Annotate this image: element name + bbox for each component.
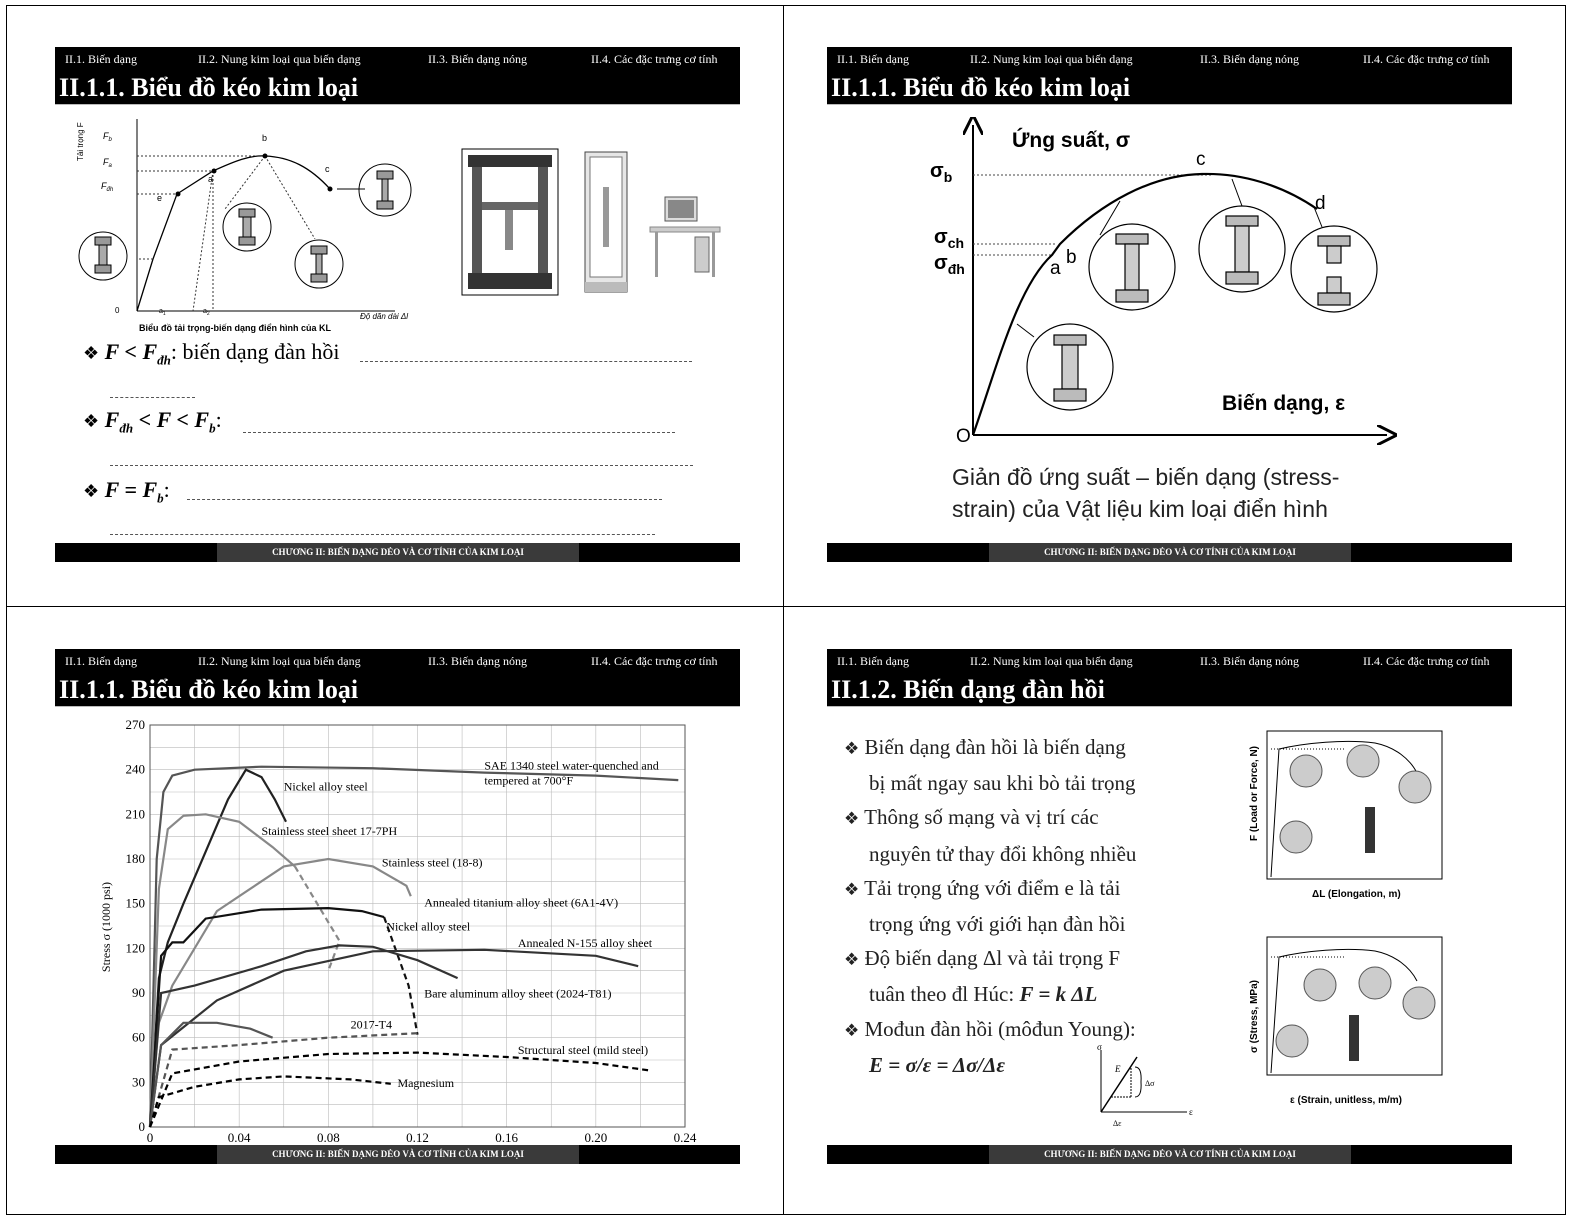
modulus-mini-diagram xyxy=(1089,1042,1199,1127)
nav-item-2[interactable]: II.2. Nung kim loại qua biến dạng xyxy=(970,51,1133,66)
fa-label: $F_a$ xyxy=(103,157,112,169)
bullet-2: ❖ Thông số mạng và vị trí các xyxy=(844,805,1099,830)
slide-nav xyxy=(55,649,740,673)
nav-item-4[interactable]: II.4. Các đặc trưng cơ tính xyxy=(1363,653,1490,668)
bullet-2: ❖ $F_{đh} < F < F_b$: xyxy=(83,407,222,436)
nav-item-4[interactable]: II.4. Các đặc trưng cơ tính xyxy=(591,51,718,66)
series-line xyxy=(150,1076,391,1127)
bullet-4: ❖ Độ biến dạng Δl và tải trọng F xyxy=(844,946,1121,971)
blank-line xyxy=(110,465,693,466)
bullet-4-cont: tuân theo đl Húc: F = k ΔL xyxy=(869,982,1098,1007)
svg-text:ε (Strain, unitless, m/m): ε (Strain, unitless, m/m) xyxy=(1290,1095,1402,1106)
point-b-label: b xyxy=(1066,247,1077,268)
series-label: Magnesium xyxy=(397,1075,455,1090)
y-tick-label: 180 xyxy=(125,851,145,866)
bullet-2-cont: nguyên tử thay đổi không nhiều xyxy=(869,841,1137,866)
blank-line xyxy=(110,397,195,398)
bullet-5-cont: E = σ/ε = Δσ/Δε xyxy=(869,1052,1006,1077)
point-e-label: e xyxy=(157,193,163,203)
slide-1 xyxy=(55,47,740,567)
bullet-3: ❖ $F = F_b$: xyxy=(83,477,170,506)
slide-nav xyxy=(55,47,740,71)
slide-footer: CHƯƠNG II: BIẾN DẠNG DẺO VÀ CƠ TÍNH CỦA KIM LOẠI xyxy=(55,1145,740,1164)
x-tick-label: 0.20 xyxy=(584,1130,608,1145)
series-label: Bare aluminum alloy sheet (2024-T81) xyxy=(424,986,612,1001)
tensile-machine-images xyxy=(460,147,730,297)
series-label: Stainless steel sheet 17-7PH xyxy=(261,824,398,839)
sigma-b-label: $\sigma_b$ xyxy=(930,160,953,185)
nav-item-2[interactable]: II.2. Nung kim loại qua biến dạng xyxy=(198,51,361,66)
slide-3 xyxy=(55,649,740,1169)
slide-title: II.1.1. Biểu đồ kéo kim loại xyxy=(827,71,1512,105)
nav-item-2[interactable]: II.2. Nung kim loại qua biến dạng xyxy=(198,653,361,668)
nav-item-2[interactable]: II.2. Nung kim loại qua biến dạng xyxy=(970,653,1133,668)
y-tick-label: 240 xyxy=(125,761,145,777)
series-line xyxy=(150,945,458,1127)
x-tick-label: 0 xyxy=(146,1130,154,1145)
y-tick-label: 120 xyxy=(125,940,145,956)
point-d-label: d xyxy=(1315,193,1326,214)
y-tick-label: 30 xyxy=(132,1074,145,1090)
origin-label: O xyxy=(956,426,971,447)
force-elongation-graph xyxy=(1245,729,1450,904)
slide-footer: CHƯƠNG II: BIẾN DẠNG DẺO VÀ CƠ TÍNH CỦA KIM LOẠI xyxy=(55,543,740,562)
svg-text:a1: $a_1$ xyxy=(159,308,166,317)
slide-4 xyxy=(827,649,1512,1169)
nav-item-3[interactable]: II.3. Biến dạng nóng xyxy=(428,653,527,668)
x-tick-label: 0.12 xyxy=(406,1130,429,1145)
sigma-dh-label: $\sigma_{đh}$ xyxy=(934,252,965,277)
nav-item-3[interactable]: II.3. Biến dạng nóng xyxy=(1200,653,1299,668)
origin-label: 0 xyxy=(115,306,120,315)
bullet-3-cont: trọng ứng với giới hạn đàn hồi xyxy=(869,912,1126,937)
y-tick-label: 0 xyxy=(138,1119,145,1134)
series-label: tempered at 700°F xyxy=(484,773,574,788)
y-tick-label: 210 xyxy=(125,806,145,822)
bullet-3: ❖ Tải trọng ứng với điểm e là tải xyxy=(844,875,1121,900)
point-b-label: b xyxy=(262,133,268,143)
svg-text:a2: $a_2$ xyxy=(203,308,210,317)
series-label: Stainless steel (18-8) xyxy=(381,855,483,870)
svg-text:F (Load or Force, N): F (Load or Force, N) xyxy=(1249,746,1260,841)
series-line xyxy=(150,1023,273,1127)
blank-line xyxy=(110,534,655,535)
series-label: 2017-T4 xyxy=(350,1017,392,1032)
slide-2 xyxy=(827,47,1512,567)
x-tick-label: 0.08 xyxy=(316,1130,340,1145)
series-label: Structural steel (mild steel) xyxy=(517,1043,649,1058)
x-tick-label: 0.04 xyxy=(227,1130,251,1145)
diagram-caption: Biểu đồ tải trọng-biến dạng điển hình của KL xyxy=(139,323,331,333)
svg-text:ε: ε xyxy=(1189,1107,1193,1117)
horizontal-divider xyxy=(6,606,1566,607)
series-label: Annealed N-155 alloy sheet xyxy=(517,935,653,950)
svg-text:E: E xyxy=(1115,1064,1121,1074)
diagram-caption: Giản đồ ứng suất – biến dạng (stress- strain) của Vật liệu kim loại điển hình xyxy=(952,464,1340,522)
blank-line xyxy=(187,499,662,500)
slide-title: II.1.1. Biểu đồ kéo kim loại xyxy=(55,673,740,707)
nav-item-1[interactable]: II.1. Biến dạng xyxy=(65,51,137,66)
fb-label: $F_b$ xyxy=(103,131,112,143)
stress-strain-small-graph xyxy=(1245,935,1450,1110)
y-tick-label: 150 xyxy=(125,895,145,911)
slide-nav xyxy=(827,47,1512,71)
series-line xyxy=(150,908,384,1127)
point-a-label: a xyxy=(1050,258,1061,279)
load-elongation-diagram xyxy=(75,109,435,339)
slide-title: II.1.2. Biến dạng đàn hồi xyxy=(827,673,1512,707)
fdh-label: $F_{đh}$ xyxy=(101,181,114,193)
series-line xyxy=(295,866,340,970)
slide-title: II.1.1. Biểu đồ kéo kim loại xyxy=(55,71,740,105)
bullet-list xyxy=(844,730,1136,1082)
x-axis-label: Biến dạng, ε xyxy=(1222,392,1346,415)
slide-nav xyxy=(827,649,1512,673)
blank-line xyxy=(243,432,675,433)
nav-item-1[interactable]: II.1. Biến dạng xyxy=(837,51,909,66)
series-label: Annealed titanium alloy sheet (6A1-4V) xyxy=(424,895,619,910)
slide-footer: CHƯƠNG II: BIẾN DẠNG DẺO VÀ CƠ TÍNH CỦA KIM LOẠI xyxy=(827,543,1512,562)
series-label: Nickel alloy steel xyxy=(386,919,471,934)
nav-item-1[interactable]: II.1. Biến dạng xyxy=(65,653,137,668)
point-c-label: c xyxy=(325,164,330,174)
bullet-1: ❖ Biến dạng đàn hồi là biến dạng xyxy=(844,735,1126,759)
blank-line xyxy=(360,361,692,362)
bullet-5: ❖ Mođun đàn hồi (môđun Young): xyxy=(844,1016,1136,1041)
series-label: Nickel alloy steel xyxy=(283,779,368,794)
bullet-1: ❖ $F < F_{đh}$: biến dạng đàn hồi xyxy=(83,339,340,368)
point-a-label: a xyxy=(208,174,214,184)
y-axis-label: Stress σ (1000 psi) xyxy=(99,881,113,973)
nav-item-4[interactable]: II.4. Các đặc trưng cơ tính xyxy=(591,653,718,668)
nav-item-3[interactable]: II.3. Biến dạng nóng xyxy=(428,51,527,66)
nav-item-3[interactable]: II.3. Biến dạng nóng xyxy=(1200,51,1299,66)
slide-footer: CHƯƠNG II: BIẾN DẠNG DẺO VÀ CƠ TÍNH CỦA KIM LOẠI xyxy=(827,1145,1512,1164)
x-tick-label: 0.24 xyxy=(673,1130,697,1145)
svg-text:ΔL (Elongation, m): ΔL (Elongation, m) xyxy=(1312,889,1401,900)
nav-item-4[interactable]: II.4. Các đặc trưng cơ tính xyxy=(1363,51,1490,66)
x-tick-label: 0.16 xyxy=(495,1130,519,1145)
y-tick-label: 270 xyxy=(125,717,145,732)
y-axis-label: Tải trọng F xyxy=(76,122,85,161)
sigma-ch-label: $\sigma_{ch}$ xyxy=(934,226,965,251)
svg-text:Δσ: Δσ xyxy=(1145,1079,1155,1088)
y-axis-label: Ứng suất, σ xyxy=(1012,129,1131,152)
y-tick-label: 60 xyxy=(132,1029,145,1045)
x-axis-label: Độ dãn dài Δl xyxy=(360,312,409,321)
svg-text:σ: σ xyxy=(1097,1042,1102,1052)
y-tick-label: 90 xyxy=(132,985,145,1000)
vertical-divider xyxy=(783,5,784,1215)
stress-strain-chart xyxy=(55,707,740,1145)
series-label: SAE 1340 steel water-quenched and xyxy=(484,758,659,773)
nav-item-1[interactable]: II.1. Biến dạng xyxy=(837,653,909,668)
bullet-1-cont: bị mất ngay sau khi bò tải trọng xyxy=(869,771,1136,796)
svg-text:σ (Stress, MPa): σ (Stress, MPa) xyxy=(1249,980,1260,1053)
point-c-label: c xyxy=(1196,149,1206,170)
svg-text:Δε: Δε xyxy=(1113,1119,1122,1127)
